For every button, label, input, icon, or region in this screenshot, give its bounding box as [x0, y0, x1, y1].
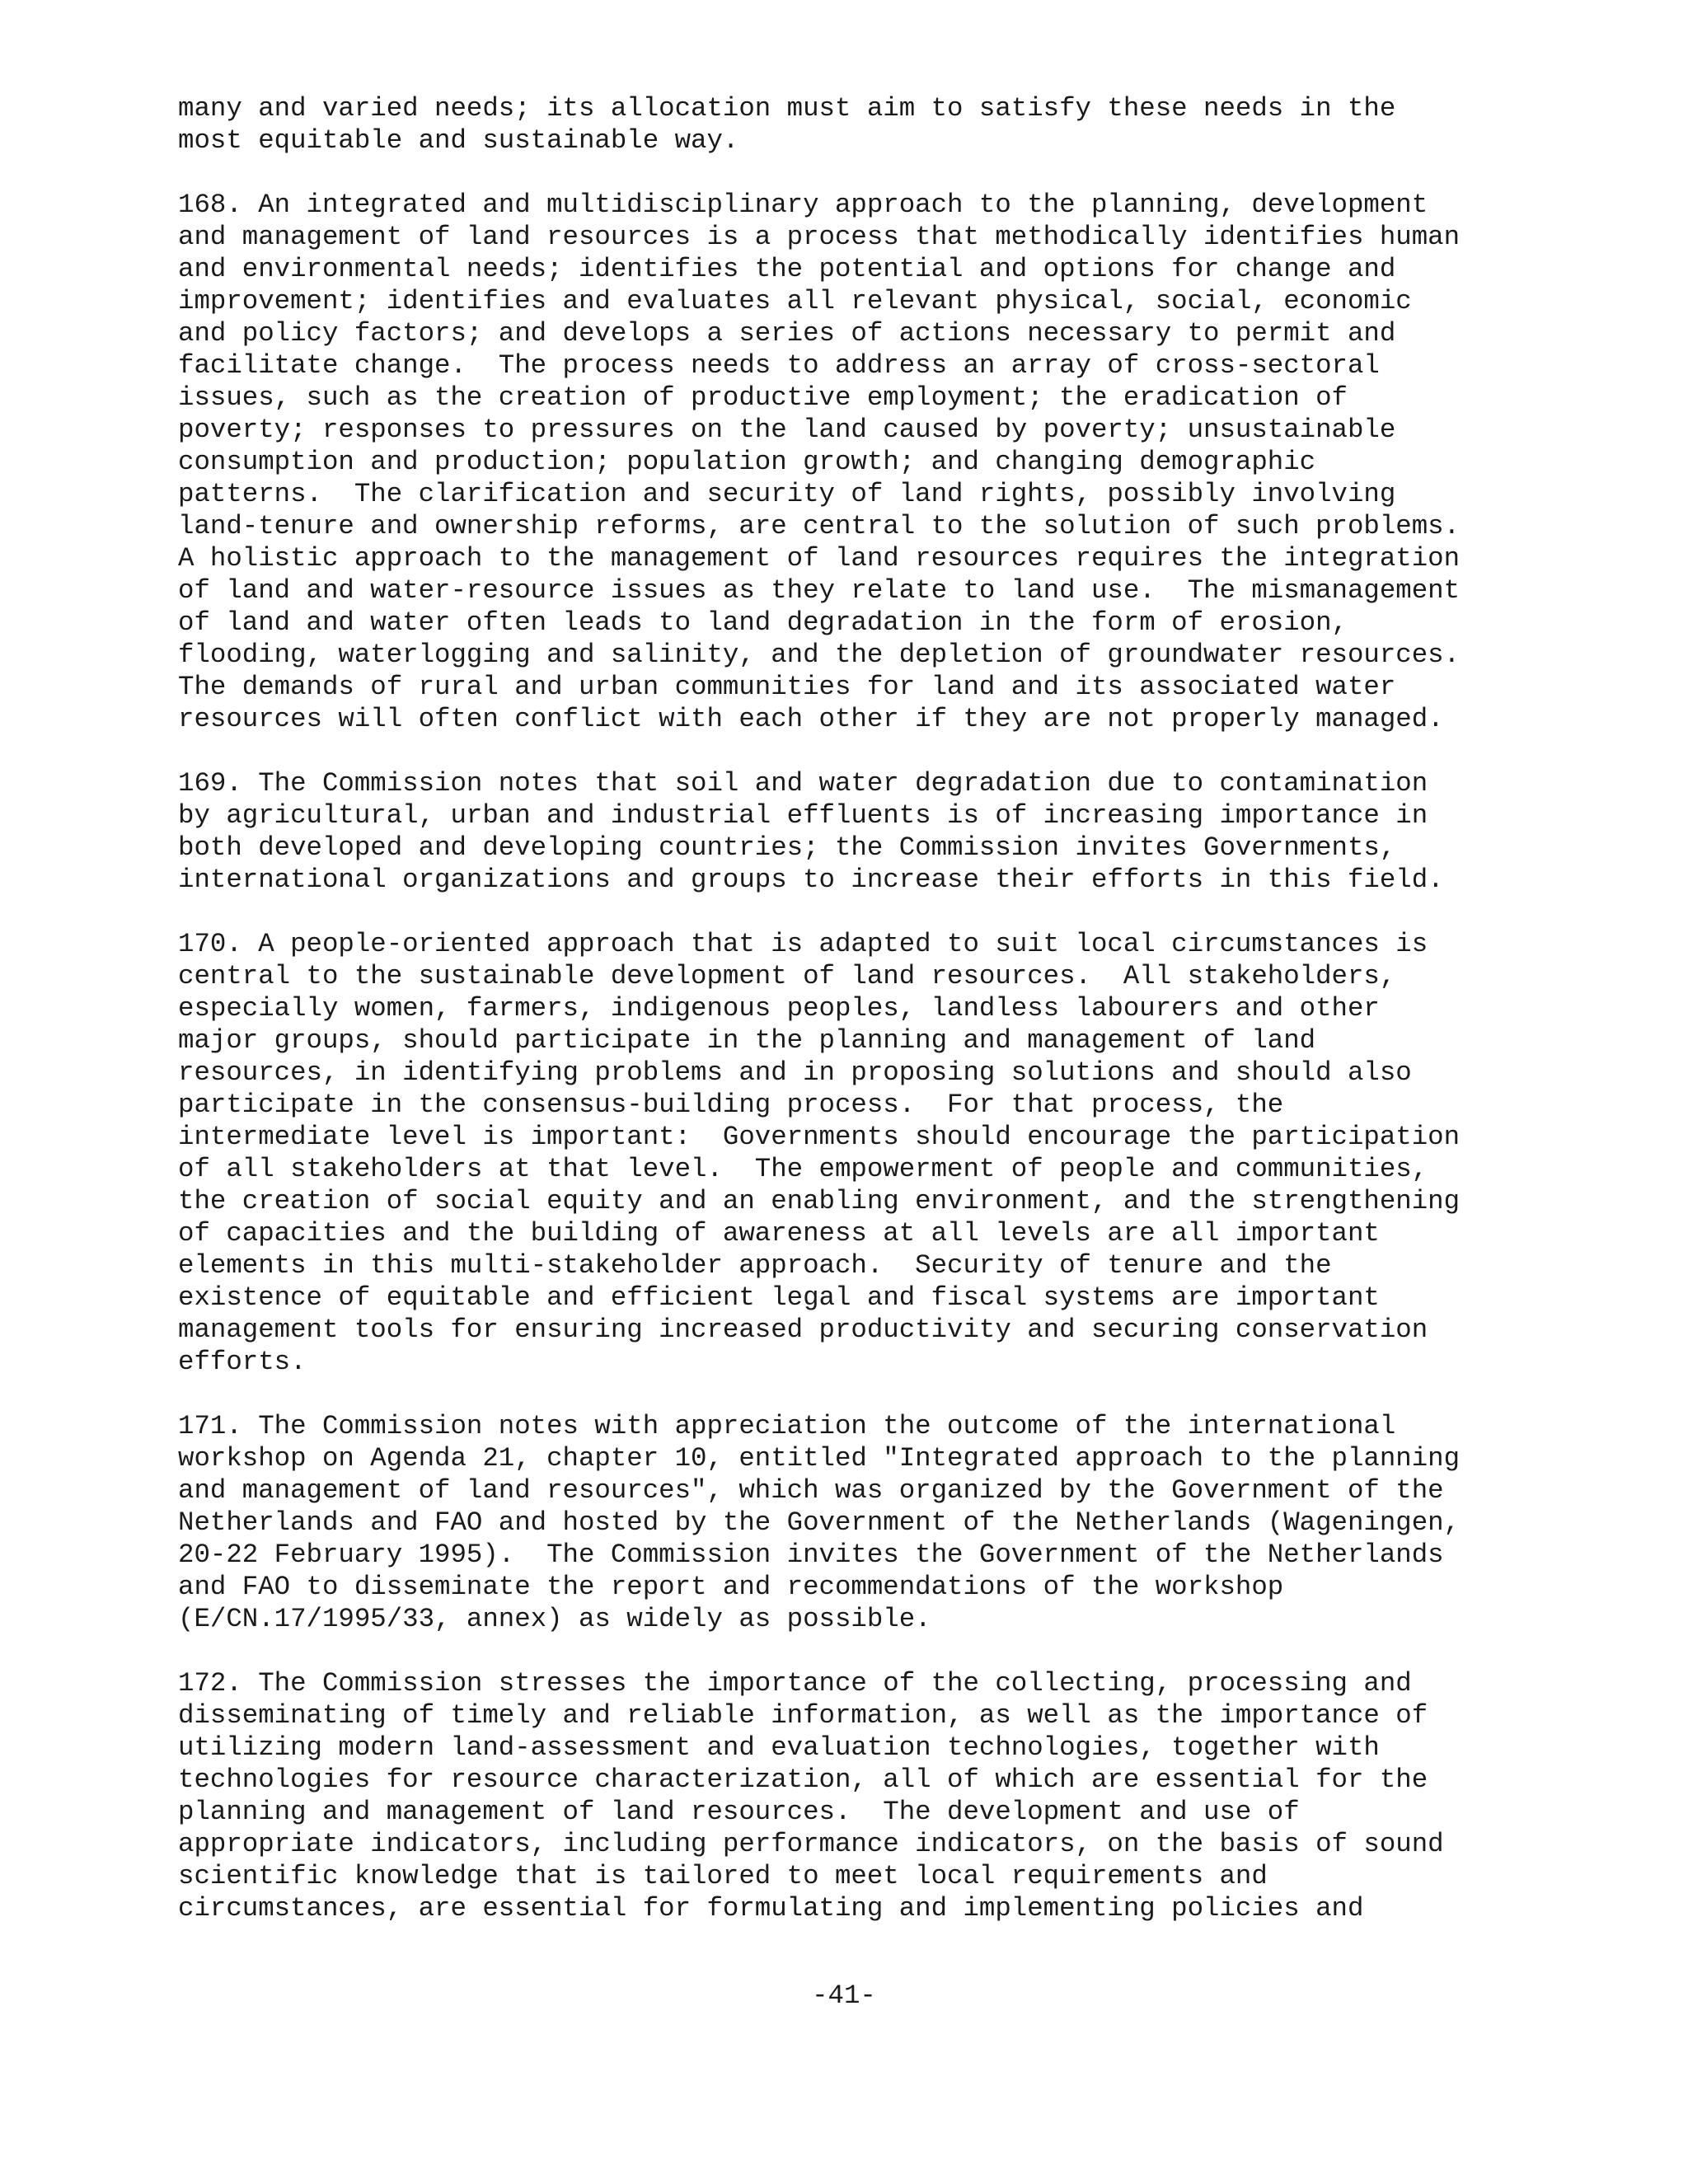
text-line: and policy factors; and develops a series of actions necessary to permit and	[178, 318, 1396, 349]
text-line: circumstances, are essential for formulating and implementing policies and	[178, 1893, 1364, 1924]
text-line: appropriate indicators, including performance indicators, on the basis of sound	[178, 1829, 1444, 1859]
paragraph	[178, 1667, 1530, 1924]
text-line: land-tenure and ownership reforms, are central to the solution of such problems.	[178, 511, 1461, 541]
text-line: of land and water-resource issues as they relate to land use. The mismanagement	[178, 575, 1461, 606]
text-line: 170. A people-oriented approach that is adapted to suit local circumstances is	[178, 929, 1428, 959]
text-line: scientific knowledge that is tailored to meet local requirements and	[178, 1861, 1268, 1891]
text-line: most equitable and sustainable way.	[178, 125, 739, 156]
text-line: facilitate change. The process needs to address an array of cross-sectoral	[178, 350, 1380, 381]
text-line: issues, such as the creation of productive employment; the eradication of	[178, 382, 1348, 413]
text-line: elements in this multi-stakeholder approach. Security of tenure and the	[178, 1250, 1332, 1281]
page-number: -41-	[812, 1980, 876, 2011]
text-line: and FAO to disseminate the report and recommendations of the workshop	[178, 1572, 1284, 1602]
text-line: of capacities and the building of awareness at all levels are all important	[178, 1218, 1380, 1249]
paragraph	[178, 767, 1530, 896]
text-line: planning and management of land resources. The development and use of	[178, 1797, 1300, 1827]
text-line: utilizing modern land-assessment and evaluation technologies, together with	[178, 1732, 1380, 1763]
text-line: of land and water often leads to land degradation in the form of erosion,	[178, 607, 1348, 638]
text-line: patterns. The clarification and security of land rights, possibly involving	[178, 479, 1396, 509]
text-line: 171. The Commission notes with appreciation the outcome of the international	[178, 1411, 1396, 1441]
text-line: by agricultural, urban and industrial effluents is of increasing importance in	[178, 800, 1428, 831]
text-line: and management of land resources", which was organized by the Government of the	[178, 1475, 1444, 1506]
text-line: improvement; identifies and evaluates all relevant physical, social, economic	[178, 286, 1412, 316]
text-line: 169. The Commission notes that soil and water degradation due to contamination	[178, 768, 1428, 799]
text-line: central to the sustainable development of land resources. All stakeholders,	[178, 961, 1396, 991]
text-line: resources will often conflict with each other if they are not properly managed.	[178, 704, 1444, 734]
text-line: technologies for resource characterization, all of which are essential for the	[178, 1765, 1428, 1795]
text-line: 168. An integrated and multidisciplinary approach to the planning, development	[178, 190, 1428, 220]
text-line: especially women, farmers, indigenous peoples, landless labourers and other	[178, 993, 1380, 1024]
text-line: international organizations and groups to increase their efforts in this field.	[178, 865, 1444, 895]
text-line: many and varied needs; its allocation must aim to satisfy these needs in the	[178, 93, 1396, 124]
text-line: existence of equitable and efficient legal and fiscal systems are important	[178, 1282, 1380, 1313]
text-line: 172. The Commission stresses the importance of the collecting, processing and	[178, 1668, 1412, 1699]
text-line: A holistic approach to the management of land resources requires the integration	[178, 543, 1461, 574]
text-line: poverty; responses to pressures on the land caused by poverty; unsustainable	[178, 415, 1396, 445]
text-line: and environmental needs; identifies the potential and options for change and	[178, 254, 1396, 284]
text-line: and management of land resources is a process that methodically identifies human	[178, 222, 1461, 252]
text-line: of all stakeholders at that level. The empowerment of people and communities,	[178, 1154, 1428, 1184]
paragraph	[178, 1410, 1530, 1635]
text-line: (E/CN.17/1995/33, annex) as widely as possible.	[178, 1604, 931, 1634]
text-line: management tools for ensuring increased productivity and securing conservation	[178, 1315, 1428, 1345]
text-line: consumption and production; population growth; and changing demographic	[178, 447, 1316, 477]
text-line: workshop on Agenda 21, chapter 10, entitled "Integrated approach to the planning	[178, 1443, 1461, 1474]
paragraph	[178, 189, 1530, 735]
text-line: intermediate level is important: Governments should encourage the participation	[178, 1122, 1461, 1152]
text-line: participate in the consensus-building process. For that process, the	[178, 1090, 1284, 1120]
document-body	[178, 92, 1530, 1957]
text-line: the creation of social equity and an enabling environment, and the strengthening	[178, 1186, 1461, 1216]
text-line: both developed and developing countries; the Commission invites Governments,	[178, 832, 1396, 863]
text-line: major groups, should participate in the planning and management of land	[178, 1025, 1316, 1056]
text-line: The demands of rural and urban communities for land and its associated water	[178, 672, 1396, 702]
text-line: 20-22 February 1995). The Commission invites the Government of the Netherlands	[178, 1540, 1444, 1570]
text-line: disseminating of timely and reliable information, as well as the importance of	[178, 1700, 1428, 1731]
paragraph	[178, 928, 1530, 1378]
text-line: efforts.	[178, 1347, 307, 1377]
text-line: flooding, waterlogging and salinity, and the depletion of groundwater resources.	[178, 640, 1461, 670]
text-line: resources, in identifying problems and in proposing solutions and should also	[178, 1057, 1412, 1088]
paragraph	[178, 92, 1530, 157]
text-line: Netherlands and FAO and hosted by the Government of the Netherlands (Wageningen,	[178, 1507, 1461, 1538]
